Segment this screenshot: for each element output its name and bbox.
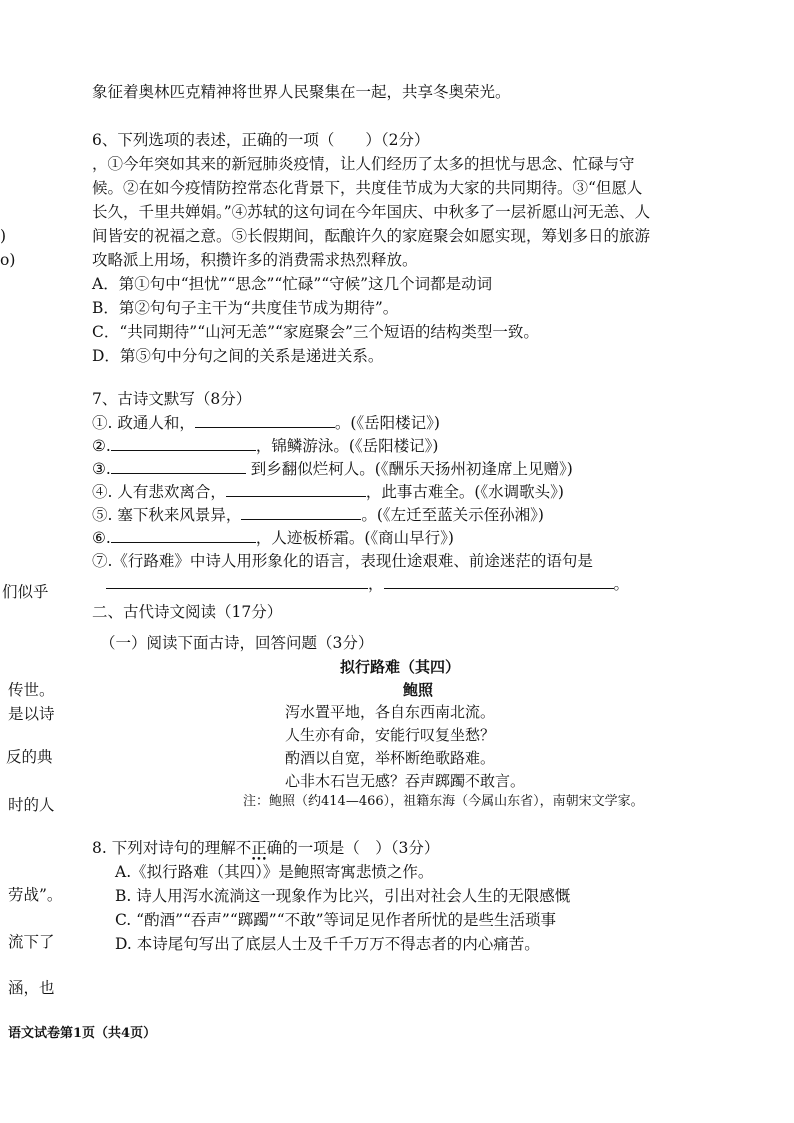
q8-emphasis — [235, 839, 283, 865]
q7-item-7: ⑦.《行路难》中诗人用形象化的语言，表现仕途艰难、前途迷茫的语句是 — [92, 552, 593, 570]
poem-author: 鲍照 — [403, 681, 434, 699]
margin-fragment: 涵，也 — [8, 979, 55, 997]
answer-blank[interactable] — [195, 413, 335, 428]
q7-comma: ， — [368, 575, 384, 593]
q6-option-d: D．第⑤句中分句之间的关系是递进关系。 — [92, 347, 384, 365]
page-footer: 语文试卷第1页（共4页） — [8, 1026, 157, 1041]
answer-blank[interactable] — [111, 528, 256, 543]
margin-fragment: 传世。 — [8, 681, 55, 699]
q7-item-suffix: ，人迹板桥霜。(《商山早行》) — [255, 529, 454, 547]
answer-blank[interactable] — [111, 459, 246, 474]
margin-fragment: 是以诗 — [8, 705, 55, 723]
poem-line: 泻水置平地，各自东西南北流。 — [285, 703, 496, 721]
section-subheading: （一）阅读下面古诗，回答问题（3分） — [100, 634, 374, 652]
answer-blank[interactable] — [241, 505, 361, 520]
poem-note: 注：鲍照（约414—466），祖籍东海（今属山东省），南朝宋文学家。 — [243, 794, 644, 809]
q7-item-prefix: ③. — [92, 460, 111, 478]
margin-fragment: ) — [0, 227, 7, 245]
q7-item-suffix: 。(《左迁至蓝关示侄孙湘》) — [361, 506, 544, 524]
q7-item-prefix: ⑤. 塞下秋来风景异， — [92, 506, 242, 524]
q7-item-prefix: ②. — [92, 437, 111, 455]
q7-item-suffix: 。(《岳阳楼记》) — [334, 414, 440, 432]
answer-blank[interactable] — [384, 574, 614, 589]
poem-line: 酌酒以自宽，举杯断绝歌路难。 — [285, 749, 496, 767]
margin-fragment: o) — [0, 251, 16, 269]
q8-option-a: A.《拟行路难（其四）》是鲍照寄寓悲愤之作。 — [115, 863, 434, 881]
margin-fragment: 反的典 — [6, 748, 53, 766]
q8-option-b: B. 诗人用泻水流淌这一现象作为比兴，引出对社会人生的无限感慨 — [115, 887, 571, 905]
q6-stem: 6、下列选项的表述，正确的一项（ ）（2分） — [92, 131, 430, 149]
q8-stem-prefix: 8. 下列对诗句的理解 — [92, 839, 236, 857]
q7-item-suffix: 到乡翻似烂柯人。(《酬乐天扬州初逢席上见赠》) — [245, 460, 573, 478]
q7-item-prefix: ①. 政通人和， — [92, 414, 195, 432]
q8-option-d: D. 本诗尾句写出了底层人士及千千万万不得志者的内心痛苦。 — [115, 935, 540, 953]
q7-item-prefix: ④. 人有悲欢离合， — [92, 483, 226, 501]
q6-passage-line: ，①今年突如其来的新冠肺炎疫情，让人们经历了太多的担忧与思念、忙碌与守 — [92, 155, 635, 173]
q7-item — [92, 528, 454, 548]
margin-fragment: 时的人 — [8, 796, 55, 814]
q7-item-suffix: ，锦鳞游泳。(《岳阳楼记》) — [255, 437, 439, 455]
section-heading: 二、古代诗文阅读（17分） — [92, 603, 283, 621]
q7-item — [92, 459, 573, 479]
q6-passage-line: 长久，千里共婵娟。”④苏轼的这句词在今年国庆、中秋多了一层祈愿山河无恙、人 — [92, 203, 651, 221]
q7-item — [92, 413, 440, 433]
q6-passage-line: 候。②在如今疫情防控常态化背景下，共度佳节成为大家的共同期待。③“但愿人 — [92, 179, 643, 197]
poem-title: 拟行路难（其四） — [340, 658, 461, 676]
q7-item — [92, 436, 438, 456]
q8-emphasis-text: 不正确 — [235, 839, 283, 857]
q6-option-a: A．第①句中“担忧”“思念”“忙碌”“守候”这几个词都是动词 — [92, 275, 493, 293]
margin-fragment: 流下了 — [8, 933, 55, 951]
q7-item — [92, 505, 544, 525]
q7-item — [92, 482, 564, 502]
q7-item-prefix: ⑥. — [92, 529, 111, 547]
q7-stem: 7、古诗文默写（8分） — [92, 390, 252, 408]
poem-line: 心非木石岂无感？吞声踯躅不敢言。 — [285, 772, 526, 790]
q7-period: 。 — [613, 575, 630, 593]
answer-blank[interactable] — [226, 482, 366, 497]
answer-blank[interactable] — [111, 436, 256, 451]
q7-item-suffix: ，此事古难全。(《水调歌头》) — [365, 483, 564, 501]
answer-blank[interactable] — [106, 574, 368, 589]
q6-passage-line: 间皆安的祝福之意。⑤长假期间，酝酿许久的家庭聚会如愿实现，筹划多日的旅游 — [92, 227, 651, 245]
margin-fragment: 们似乎 — [2, 583, 49, 601]
q8-stem — [92, 838, 440, 865]
top-line: 象征着奥林匹克精神将世界人民聚集在一起，共享冬奥荣光。 — [92, 83, 511, 101]
margin-fragment: 劳战”。 — [8, 886, 63, 904]
q7-item-7-answer — [106, 574, 629, 594]
q6-option-c: C．“共同期待”“山河无恙”“家庭聚会”三个短语的结构类型一致。 — [92, 323, 539, 341]
q8-option-c: C. “酌酒”“吞声”“踯躅”“不敢”等词足见作者所忧的是些生活琐事 — [115, 911, 557, 929]
emphasis-dots: ••• — [251, 855, 267, 865]
q8-stem-suffix: 的一项是（ ）（3分） — [282, 839, 440, 857]
q6-passage-line: 攻略派上用场，积攒许多的消费需求热烈释放。 — [92, 251, 418, 269]
q6-option-b: B．第②句句子主干为“共度佳节成为期待”。 — [92, 299, 399, 317]
poem-line: 人生亦有命，安能行叹复坐愁？ — [285, 726, 496, 744]
